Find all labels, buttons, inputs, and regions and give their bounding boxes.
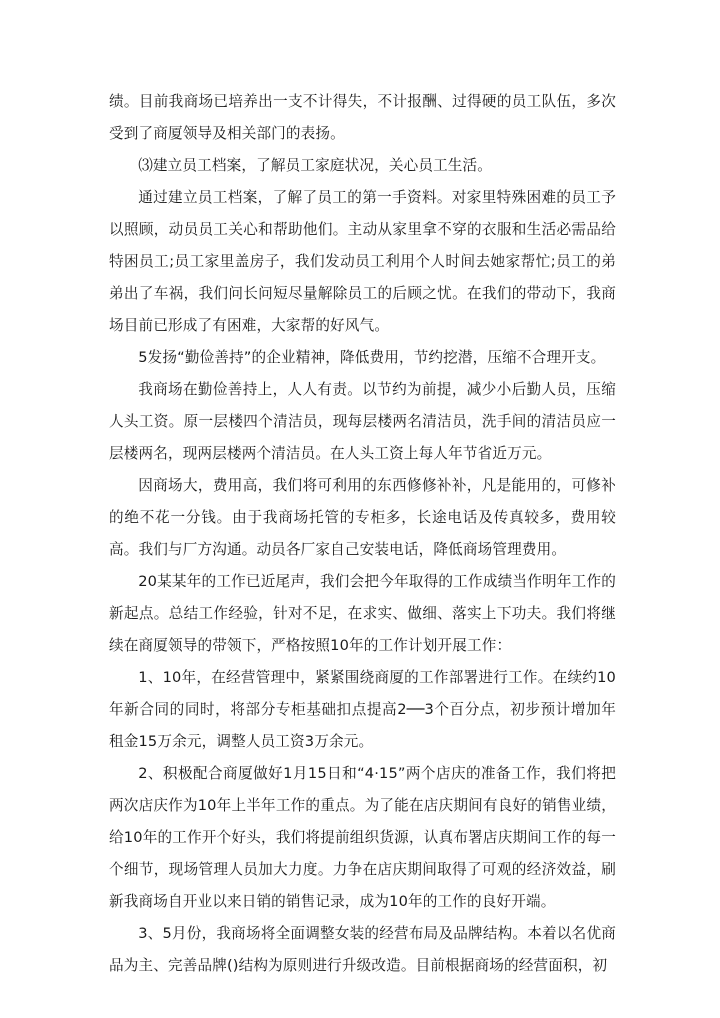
paragraph: 1、10年，在经营管理中，紧紧围绕商厦的工作部署进行工作。在续约10年新合同的同时，将部分专柜基础扣点提高2──3个百分点，初步预计增加年租金15万余元，调整人员工资3万余元。: [109, 669, 616, 750]
paragraph: 3、5月份，我商场将全面调整女装的经营布局及品牌结构。本着以名优商品为主、完善品牌()结构为原则进行升级改造。目前根据商场的经营面积，初: [109, 925, 616, 974]
paragraph: 通过建立员工档案，了解了员工的第一手资料。对家里特殊困难的员工予以照顾，动员员工关心和帮助他们。主动从家里拿不穿的衣服和生活必需品给特困员工;员工家里盖房子，我们发动员工利用个人时间去她家帮忙;员工的弟弟出了车祸，我们问长问短尽量解除员工的后顾之忧。在我们的带动下，我商场目前已形成了有困难，大家帮的好风气。: [109, 189, 616, 334]
document-body: [109, 86, 616, 982]
paragraph: 因商场大，费用高，我们将可利用的东西修修补补，凡是能用的，可修补的绝不花一分钱。由于我商场托管的专柜多，长途电话及传真较多，费用较高。我们与厂方沟通。动员各厂家自己安装电话，降低商场管理费用。: [109, 477, 616, 558]
paragraph: 绩。目前我商场已培养出一支不计得失，不计报酬、过得硬的员工队伍，多次受到了商厦领导及相关部门的表扬。: [109, 93, 616, 142]
paragraph: 2、积极配合商厦做好1月15日和“4·15”两个店庆的准备工作，我们将把两次店庆作为10年上半年工作的重点。为了能在店庆期间有良好的销售业绩，给10年的工作开个好头，我们将提前组织货源，认真布署店庆期间工作的每一个细节，现场管理人员加大力度。力争在店庆期间取得了可观的经济效益，刷新我商场自开业以来日销的销售记录，成为10年的工作的良好开端。: [109, 765, 616, 910]
paragraph: 20某某年的工作已近尾声，我们会把今年取得的工作成绩当作明年工作的新起点。总结工作经验，针对不足，在求实、做细、落实上下功夫。我们将继续在商厦领导的带领下，严格按照10年的工作计划开展工作：: [109, 573, 616, 654]
paragraph: 5发扬“勤俭善持”的企业精神，降低费用，节约挖潜，压缩不合理开支。: [138, 349, 606, 366]
paragraph: ⑶建立员工档案，了解员工家庭状况，关心员工生活。: [138, 157, 493, 174]
paragraph: 我商场在勤俭善持上，人人有责。以节约为前提，减少小后勤人员，压缩人头工资。原一层楼四个清洁员，现每层楼两名清洁员，洗手间的清洁员应一层楼两名，现两层楼两个清洁员。在人头工资上每人年节省近万元。: [109, 381, 616, 462]
